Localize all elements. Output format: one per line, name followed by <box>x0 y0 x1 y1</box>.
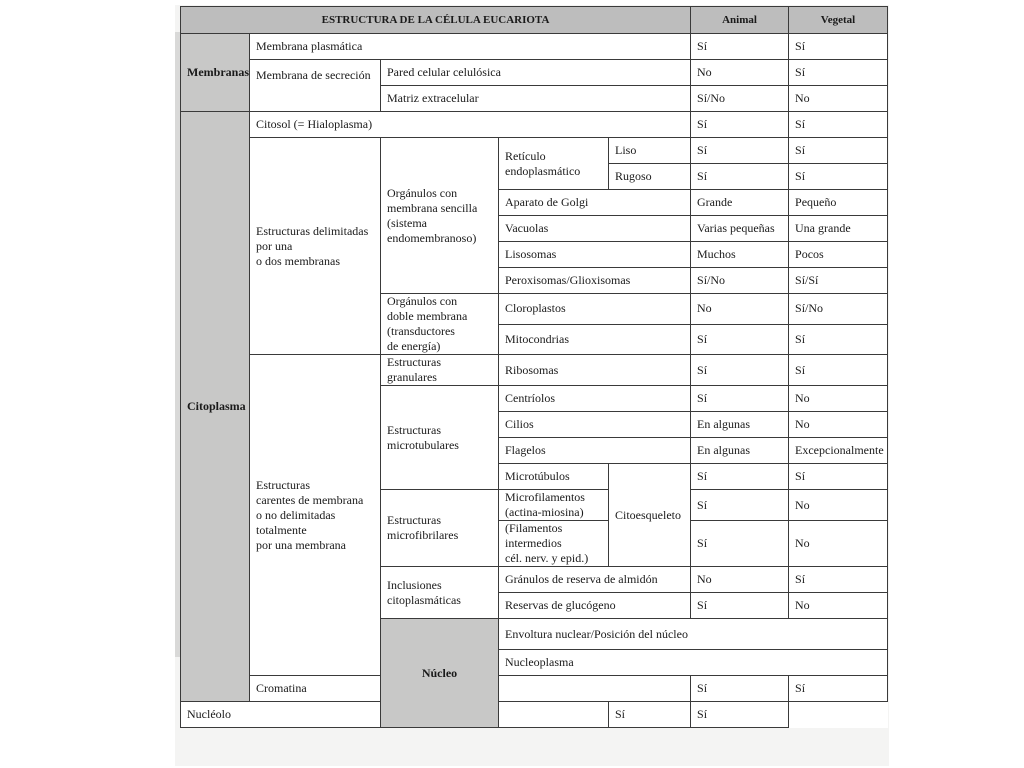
group-label: Retículo endoplasmático <box>499 138 609 190</box>
cell-animal: Sí <box>691 521 789 567</box>
cell-vegetal: Sí <box>789 138 888 164</box>
section-nucleo: Núcleo <box>381 619 499 728</box>
cell-vegetal: Sí <box>789 60 888 86</box>
cell-animal: Sí <box>691 355 789 386</box>
group-label: Orgánulos con doble membrana (transductores de energía) <box>381 294 499 355</box>
row-label: Nucleoplasma <box>499 650 888 676</box>
table-row <box>181 34 888 60</box>
group-label: Citoesqueleto <box>609 464 691 567</box>
cell-vegetal: No <box>789 386 888 412</box>
row-label: Rugoso <box>609 164 691 190</box>
cell-vegetal: Pequeño <box>789 190 888 216</box>
group-label: Inclusiones citoplasmáticas <box>381 567 499 619</box>
row-label: Pared celular celulósica <box>381 60 691 86</box>
row-label: Envoltura nuclear/Posición del núcleo <box>499 619 888 650</box>
table-title: ESTRUCTURA DE LA CÉLULA EUCARIOTA <box>181 7 691 34</box>
group-label: Orgánulos con membrana sencilla (sistema endomembranoso) <box>381 138 499 294</box>
cell-vegetal: Sí <box>789 464 888 490</box>
cell-vegetal: Sí <box>789 324 888 355</box>
row-label: Cromatina <box>250 676 691 702</box>
row-label: Gránulos de reserva de almidón <box>499 567 691 593</box>
row-label: Reservas de glucógeno <box>499 593 691 619</box>
cell-animal: Sí <box>691 386 789 412</box>
cell-vegetal: Sí <box>691 702 789 728</box>
table-row <box>181 702 888 728</box>
cell-vegetal: Sí <box>789 112 888 138</box>
cell-animal: No <box>691 294 789 325</box>
cell-animal: Muchos <box>691 242 789 268</box>
cell-vegetal: Sí/No <box>789 294 888 325</box>
header-vegetal: Vegetal <box>789 7 888 34</box>
row-label: Lisosomas <box>499 242 691 268</box>
cell-animal: Grande <box>691 190 789 216</box>
cell-vegetal: Sí <box>789 676 888 702</box>
row-label: Vacuolas <box>499 216 691 242</box>
row-label: Mitocondrias <box>499 324 691 355</box>
cell-animal: Sí <box>691 164 789 190</box>
row-label: Cloroplastos <box>499 294 691 325</box>
group-label: Estructuras granulares <box>381 355 499 386</box>
cell-vegetal: Sí/Sí <box>789 268 888 294</box>
row-label: Cilios <box>499 412 691 438</box>
group-label: Membrana de secreción <box>250 60 381 112</box>
cell-animal: En algunas <box>691 412 789 438</box>
cell-vegetal: Excepcionalmente <box>789 438 888 464</box>
cell-vegetal: No <box>789 412 888 438</box>
header-row <box>181 7 888 34</box>
row-label: Liso <box>609 138 691 164</box>
cell-vegetal: No <box>789 490 888 521</box>
cell-animal: Sí <box>691 138 789 164</box>
eukaryotic-cell-table <box>180 6 888 728</box>
group-label: Estructuras microfibrilares <box>381 490 499 567</box>
cell-vegetal: Una grande <box>789 216 888 242</box>
table-row <box>181 138 888 164</box>
row-label: Flagelos <box>499 438 691 464</box>
cell-animal: No <box>691 567 789 593</box>
cell-animal: Sí/No <box>691 268 789 294</box>
row-label: Ribosomas <box>499 355 691 386</box>
cell-animal: Sí <box>691 676 789 702</box>
row-label: Matriz extracelular <box>381 86 691 112</box>
row-label: Citosol (= Hialoplasma) <box>250 112 691 138</box>
cell-vegetal: Sí <box>789 355 888 386</box>
cell-vegetal: No <box>789 86 888 112</box>
cell-animal: Sí <box>691 112 789 138</box>
section-citoplasma: Citoplasma <box>181 112 250 702</box>
cell-animal: Sí <box>691 593 789 619</box>
row-label: Aparato de Golgi <box>499 190 691 216</box>
section-membranas: Membranas <box>181 34 250 112</box>
header-animal: Animal <box>691 7 789 34</box>
cell-vegetal: Sí <box>789 567 888 593</box>
table-row <box>181 355 888 386</box>
row-label: (Filamentos intermedios cél. nerv. y epid.) <box>499 521 609 567</box>
group-label: Estructuras microtubulares <box>381 386 499 490</box>
cell-animal: En algunas <box>691 438 789 464</box>
row-label: Centríolos <box>499 386 691 412</box>
row-label: Microtúbulos <box>499 464 609 490</box>
cell-animal: Sí <box>691 34 789 60</box>
cell-vegetal: Sí <box>789 164 888 190</box>
group-label: Estructuras carentes de membrana o no delimitadas totalmente por una membrana <box>250 355 381 676</box>
cell-vegetal: No <box>789 521 888 567</box>
cell-animal: No <box>691 60 789 86</box>
table-row <box>181 112 888 138</box>
cell-animal: Sí/No <box>691 86 789 112</box>
cell-vegetal: No <box>789 593 888 619</box>
group-label: Estructuras delimitadas por una o dos membranas <box>250 138 381 355</box>
cell-animal: Sí <box>691 490 789 521</box>
table-row <box>181 60 888 86</box>
table-row <box>181 676 888 702</box>
cell-vegetal: Sí <box>789 34 888 60</box>
row-label: Microfilamentos (actina-miosina) <box>499 490 609 521</box>
row-label: Peroxisomas/Glioxisomas <box>499 268 691 294</box>
row-label: Nucléolo <box>181 702 609 728</box>
cell-vegetal: Pocos <box>789 242 888 268</box>
cell-animal: Sí <box>691 324 789 355</box>
cell-animal: Sí <box>691 464 789 490</box>
cell-animal: Varias pequeñas <box>691 216 789 242</box>
cell-animal: Sí <box>609 702 691 728</box>
row-label: Membrana plasmática <box>250 34 691 60</box>
